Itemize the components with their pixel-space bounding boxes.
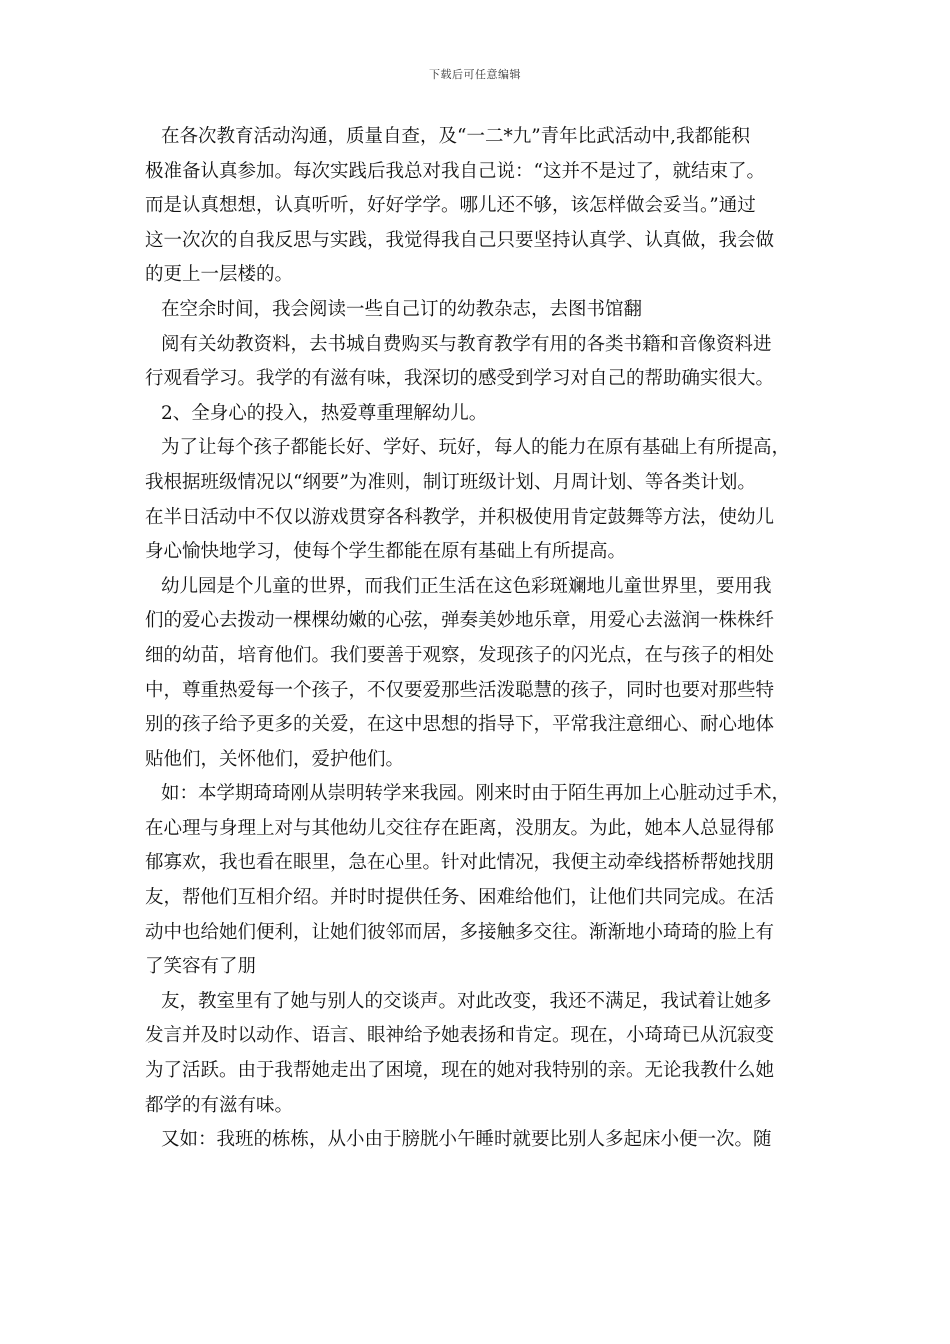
text-line: 友，教室里有了她与别人的交谈声。对此改变，我还不满足，我试着让她多 <box>161 990 772 1012</box>
text-line: 阅有关幼教资料，去书城自费购买与教育教学有用的各类书籍和音像资料进 <box>161 333 772 355</box>
text-line: 在半日活动中不仅以游戏贯穿各科教学，并积极使用肯定鼓舞等方法，使幼儿 <box>145 506 775 528</box>
document-body <box>145 120 817 1158</box>
text-line: 而是认真想想，认真听听，好好学学。哪儿还不够，该怎样做会妥当。”通过 <box>145 195 756 217</box>
text-line: 极准备认真参加。每次实践后我总对我自己说：“这并不是过了，就结束了。 <box>145 160 765 182</box>
text-line: 贴他们，关怀他们，爱护他们。 <box>145 748 405 770</box>
text-line: 别的孩子给予更多的关爱，在这中思想的指导下，平常我注意细心、耐心地体 <box>145 714 775 736</box>
text-line: 2、全身心的投入，热爱尊重理解幼儿。 <box>161 402 488 424</box>
text-line: 幼儿园是个儿童的世界，而我们正生活在这色彩斑斓地儿童世界里，要用我 <box>161 575 772 597</box>
text-line: 动中也给她们便利，让她们彼邻而居，多接触多交往。渐渐地小琦琦的脸上有 <box>145 921 775 943</box>
text-line: 在空余时间，我会阅读一些自己订的幼教杂志，去图书馆翻 <box>161 298 643 320</box>
text-line: 这一次次的自我反思与实践，我觉得我自己只要坚持认真学、认真做，我会做 <box>145 229 775 251</box>
text-line: 们的爱心去拨动一棵棵幼嫩的心弦，弹奏美妙地乐章，用爱心去滋润一株株纤 <box>145 610 775 632</box>
page-header: 下载后可任意编辑 <box>429 68 521 81</box>
text-line: 郁寡欢，我也看在眼里，急在心里。针对此情况，我便主动牵线搭桥帮她找朋 <box>145 852 775 874</box>
text-line: 如：本学期琦琦刚从崇明转学来我园。刚来时由于陌生再加上心脏动过手术， <box>161 783 791 805</box>
text-line: 身心愉快地学习，使每个学生都能在原有基础上有所提高。 <box>145 541 627 563</box>
text-line: 为了活跃。由于我帮她走出了困境，现在的她对我特别的亲。无论我教什么她 <box>145 1060 775 1082</box>
text-line: 在各次教育活动沟通，质量自查，及“一二*九”青年比武活动中,我都能积 <box>161 126 751 147</box>
text-line: 中，尊重热爱每一个孩子，不仅要爱那些活泼聪慧的孩子，同时也要对那些特 <box>145 679 775 701</box>
text-line: 友，帮他们互相介绍。并时时提供任务、困难给他们，让他们共同完成。在活 <box>145 887 775 909</box>
text-line: 行观看学习。我学的有滋有味，我深切的感受到学习对自己的帮助确实很大。 <box>145 368 775 390</box>
text-line: 的更上一层楼的。 <box>145 264 294 286</box>
text-line: 发言并及时以动作、语言、眼神给予她表扬和肯定。现在，小琦琦已从沉寂变 <box>145 1025 775 1047</box>
text-line: 在心理与身理上对与其他幼儿交往存在距离，没朋友。为此，她本人总显得郁 <box>145 817 775 839</box>
text-line: 都学的有滋有味。 <box>145 1094 294 1116</box>
text-line: 我根据班级情况以“纲要”为准则，制订班级计划、月周计划、等各类计划。 <box>145 471 756 493</box>
text-line: 为了让每个孩子都能长好、学好、玩好，每人的能力在原有基础上有所提高， <box>161 437 791 459</box>
text-line: 了笑容有了朋 <box>145 956 257 978</box>
text-line: 细的幼苗，培育他们。我们要善于观察，发现孩子的闪光点，在与孩子的相处 <box>145 644 775 666</box>
text-line: 又如：我班的栋栋，从小由于膀胱小午睡时就要比别人多起床小便一次。随 <box>161 1129 772 1151</box>
